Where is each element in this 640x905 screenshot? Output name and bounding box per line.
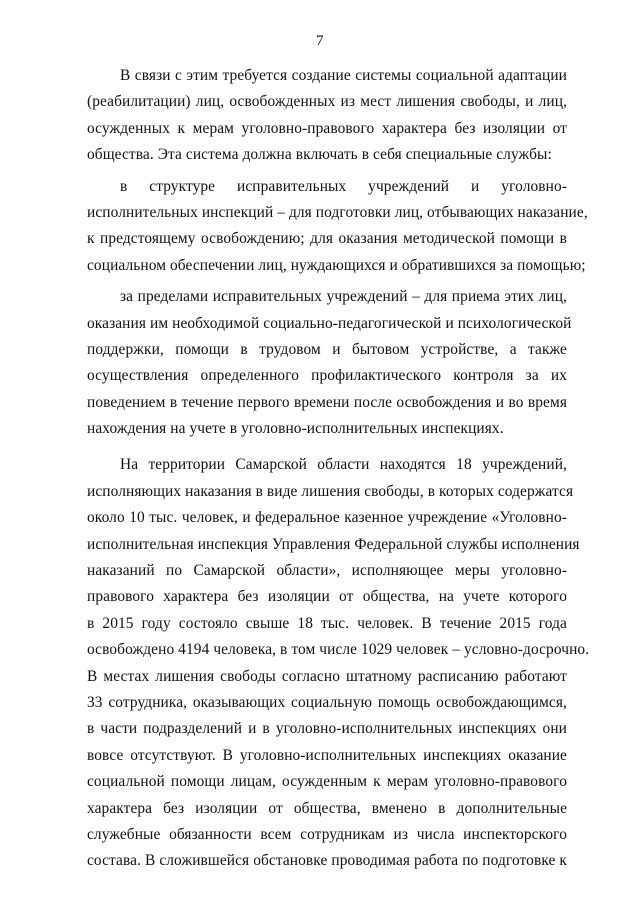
text-line: в 2015 году состояло свыше 18 тыс. человек. В течение 2015 года [87, 614, 567, 632]
text-line: исполняющих наказания в виде лишения свободы, в которых содержатся [87, 482, 574, 500]
text-line: нахождения на учете в уголовно-исполнительных инспекциях. [87, 420, 504, 438]
text-line: поведением в течение первого времени после освобождения и во время [87, 393, 567, 411]
text-line: правового характера без изоляции от общества, на учете которого [87, 588, 567, 606]
paragraph-samara-region [87, 452, 590, 874]
text-line: осуществления определенного профилактического контроля за их [87, 367, 567, 385]
text-line: около 10 тыс. человек, и федеральное казенное учреждение «Уголовно- [87, 509, 567, 527]
text-line: оказания им необходимой социально-педагогической и психологической [87, 314, 572, 332]
text-line: за пределами исправительных учреждений – для приема этих лиц, [120, 288, 567, 306]
text-line: В местах лишения свободы согласно штатному расписанию работают [87, 667, 567, 685]
paragraph-outside-institutions [87, 284, 572, 442]
text-line: освобождено 4194 человека, в том числе 1029 человек – условно-досрочно. [87, 641, 590, 659]
text-line: общества. Эта система должна включать в себя специальные службы: [87, 146, 552, 164]
text-line: в части подразделений и в уголовно-исполнительных инспекциях они [87, 720, 567, 738]
text-line: В связи с этим требуется создание системы социальной адаптации [120, 67, 567, 84]
text-line: социальной помощи лицам, осужденным к мерам уголовно-правового [87, 773, 567, 791]
page-number: 7 [316, 33, 324, 49]
text-line: социальном обеспечении лиц, нуждающихся и обратившихся за помощью; [87, 256, 586, 274]
text-line: (реабилитации) лиц, освобожденных из мест лишения свободы, и лиц, [87, 93, 567, 111]
text-line: На территории Самарской области находятся 18 учреждений, [120, 456, 567, 474]
text-line: вовсе отсутствуют. В уголовно-исполнительных инспекциях оказание [87, 746, 567, 764]
text-line: служебные обязанности всем сотрудникам из числа инспекторского [87, 825, 567, 843]
paragraph-inside-institutions [87, 174, 588, 280]
text-line: исполнительная инспекция Управления Федеральной службы исполнения [87, 535, 580, 553]
paragraph-social-adaptation [87, 63, 567, 169]
text-line: поддержки, помощи в трудовом и бытовом устройстве, а также [87, 340, 567, 358]
text-line: 33 сотрудника, оказывающих социальную помощь освобождающимся, [87, 693, 567, 711]
text-line: состава. В сложившейся обстановке проводимая работа по подготовке к [87, 852, 567, 870]
body-text [87, 63, 590, 875]
text-line: в структуре исправительных учреждений и уголовно- [120, 177, 567, 195]
text-line: исполнительных инспекций – для подготовки лиц, отбывающих наказание, [87, 203, 588, 221]
text-line: осужденных к мерам уголовно-правового характера без изоляции от [87, 119, 567, 137]
text-line: наказаний по Самарской области», исполняющее меры уголовно- [87, 562, 567, 580]
text-line: характера без изоляции от общества, вменено в дополнительные [87, 799, 567, 817]
text-line: к предстоящему освобождению; для оказания методической помощи в [87, 230, 567, 248]
